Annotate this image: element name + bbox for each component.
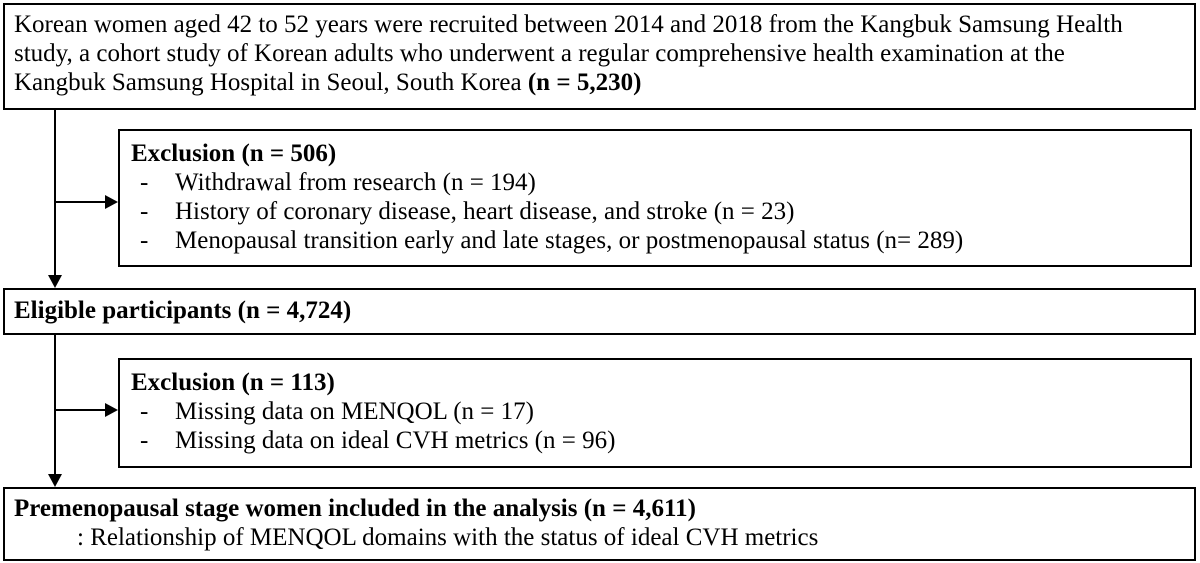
exclusion-2-item-text: Missing data on ideal CVH metrics (n = 96) — [175, 427, 616, 454]
analysis-title: Premenopausal stage women included in the analysis (n = 4,611) — [14, 495, 696, 522]
connector-line-down-2 — [54, 335, 56, 475]
connector-line-right-2 — [54, 409, 106, 411]
exclusion-2-item — [131, 426, 1190, 455]
exclusion-1-item — [131, 197, 1190, 226]
recruitment-line-3 — [14, 68, 1194, 97]
recruitment-line-3-text: Kangbuk Samsung Hospital in Seoul, South Korea — [14, 69, 528, 96]
exclusion-1-item-text: Menopausal transition early and late stages, or postmenopausal status (n= 289) — [175, 227, 964, 254]
eligible-title: Eligible participants (n = 4,724) — [14, 297, 352, 324]
exclusion-2-item — [131, 397, 1190, 426]
exclusion-box-1 — [118, 129, 1192, 267]
exclusion-2-item-text: Missing data on MENQOL (n = 17) — [175, 398, 534, 425]
bullet-dash: - — [140, 169, 149, 196]
bullet-dash: - — [140, 198, 149, 225]
bullet-dash: - — [140, 427, 149, 454]
exclusion-1-item — [131, 168, 1190, 197]
analysis-box — [3, 487, 1196, 561]
analysis-subtitle: : Relationship of MENQOL domains with the status of ideal CVH metrics — [77, 524, 819, 551]
eligible-box — [3, 288, 1196, 335]
bullet-dash: - — [140, 227, 149, 254]
exclusion-box-2 — [118, 358, 1192, 468]
arrow-down-icon-2 — [48, 474, 62, 487]
arrow-right-icon-1 — [105, 195, 118, 209]
recruitment-line-1: Korean women aged 42 to 52 years were recruited between 2014 and 2018 from the Kangbuk Samsung Health — [14, 11, 1123, 38]
exclusion-1-title: Exclusion (n = 506) — [131, 140, 337, 167]
recruitment-line-2: study, a cohort study of Korean adults who underwent a regular comprehensive health examination at the — [14, 40, 1065, 67]
connector-line-right-1 — [54, 201, 106, 203]
bullet-dash: - — [140, 398, 149, 425]
exclusion-2-title: Exclusion (n = 113) — [131, 369, 335, 396]
arrow-right-icon-2 — [105, 403, 118, 417]
exclusion-1-item — [131, 226, 1190, 255]
exclusion-1-item-text: Withdrawal from research (n = 194) — [175, 169, 536, 196]
exclusion-1-item-text: History of coronary disease, heart disease, and stroke (n = 23) — [175, 198, 795, 225]
recruitment-box — [3, 3, 1196, 110]
arrow-down-icon-1 — [48, 275, 62, 288]
connector-line-down-1 — [54, 110, 56, 276]
recruitment-sample-size: (n = 5,230) — [527, 69, 642, 96]
